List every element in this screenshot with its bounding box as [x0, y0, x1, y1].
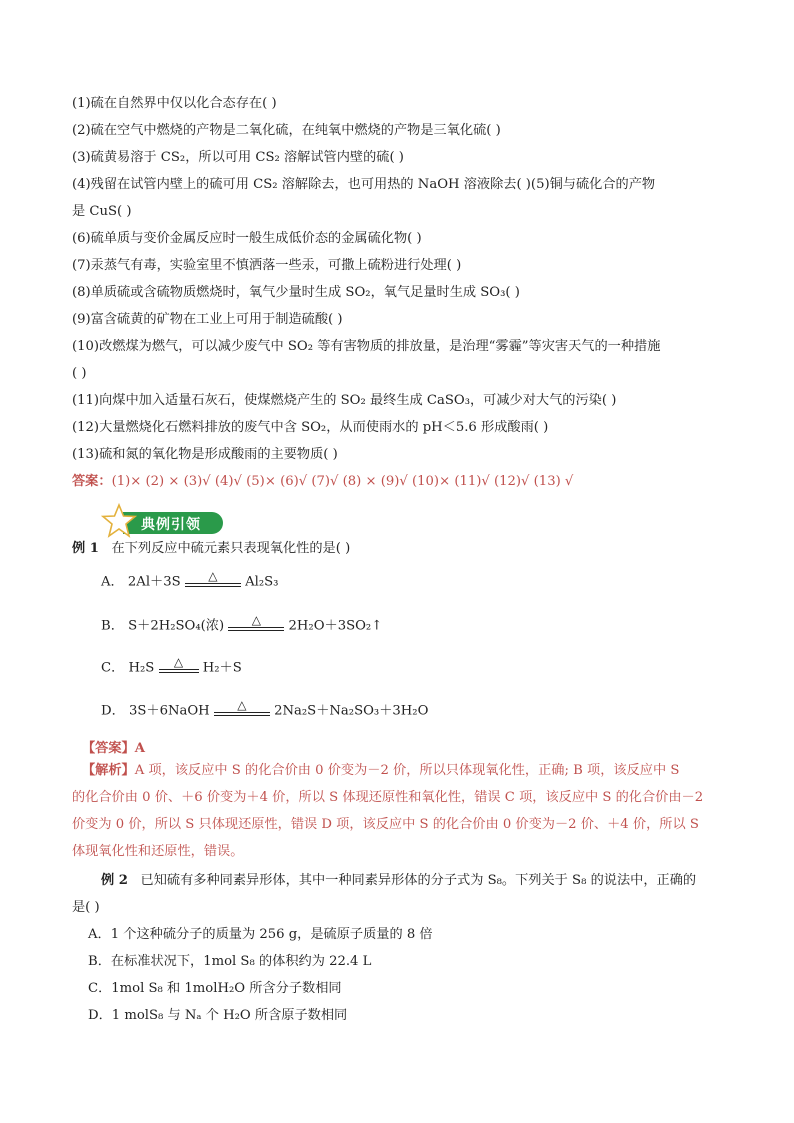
option-b [101, 613, 383, 636]
question-9: (9)富含硫黄的矿物在工业上可用于制造硫酸( ) [72, 312, 343, 327]
option-letter: A． [101, 574, 124, 590]
option-c [101, 655, 242, 678]
question-10: (10)改燃煤为燃气，可以减少废气中 SO₂ 等有害物质的排放量，是治理“雾霾”等灾害天气的一种措施 [72, 339, 661, 354]
reaction-arrow [185, 569, 241, 591]
option-letter: C． [101, 660, 125, 676]
equation-products: 2H₂O＋3SO₂↑ [288, 618, 383, 634]
question-2: (2)硫在空气中燃烧的产物是二氧化硫，在纯氧中燃烧的产物是三氧化硫( ) [72, 123, 501, 138]
example-2-label: 例 2 [101, 873, 128, 888]
question-13: (13)硫和氮的氧化物是形成酸雨的主要物质( ) [72, 447, 338, 462]
equation-reactants: H₂S [128, 660, 155, 676]
heat-condition: △ [251, 613, 261, 627]
equation-reactants: S＋2H₂SO₄(浓) [128, 618, 225, 634]
reaction-arrow [228, 613, 284, 635]
answer-label: 答案： [72, 474, 112, 489]
equation-reactants: 2Al＋3S [127, 574, 181, 590]
answer-label: 【答案】A [82, 741, 145, 756]
question-7: (7)汞蒸气有毒，实验室里不慎洒落一些汞，可撒上硫粉进行处理( ) [72, 258, 462, 273]
example-1-question: 在下列反应中硫元素只表现氧化性的是( ) [111, 541, 351, 556]
example-1-stem [72, 540, 350, 558]
reaction-arrow [159, 655, 199, 677]
section-banner [101, 503, 231, 539]
question-4: (4)残留在试管内壁上的硫可用 CS₂ 溶解除去，也可用热的 NaOH 溶液除去( )(5)铜与硫化合的产物 [72, 177, 656, 192]
example-2-option-b: B．在标准状况下，1mol S₈ 的体积约为 22.4 L [88, 954, 372, 969]
example-1-label: 例 1 [72, 541, 99, 556]
example-2-stem-cont: 是( ) [72, 900, 100, 915]
equation-products: Al₂S₃ [245, 574, 279, 590]
analysis-line-4: 体现氧化性和还原性，错误。 [72, 844, 244, 859]
option-letter: B． [101, 618, 124, 634]
example-2-stem [101, 872, 696, 890]
example-2-option-d: D．1 molS₈ 与 Nₐ 个 H₂O 所含原子数相同 [88, 1008, 348, 1023]
question-6: (6)硫单质与变价金属反应时一般生成低价态的金属硫化物( ) [72, 231, 422, 246]
example-1-answer [82, 740, 145, 758]
question-4-cont: 是 CuS( ) [72, 204, 132, 219]
heat-condition: △ [208, 569, 218, 583]
question-3: (3)硫黄易溶于 CS₂，所以可用 CS₂ 溶解试管内壁的硫( ) [72, 150, 404, 165]
question-12: (12)大量燃烧化石燃料排放的废气中含 SO₂，从而使雨水的 pH＜5.6 形成酸雨( ) [72, 420, 549, 435]
question-10-cont: ( ) [72, 366, 87, 381]
equation-products: 2Na₂S＋Na₂SO₃＋3H₂O [274, 703, 429, 719]
banner-title: 典例引领 [141, 517, 201, 533]
analysis-label: 【解析】 [82, 763, 135, 778]
option-a [101, 569, 279, 592]
answer-line [72, 473, 573, 491]
question-11: (11)向煤中加入适量石灰石，使煤燃烧产生的 SO₂ 最终生成 CaSO₃，可减少对大气的污染( ) [72, 393, 617, 408]
example-2-option-a: A．1 个这种硫分子的质量为 256 g，是硫原子质量的 8 倍 [88, 927, 433, 942]
question-1: (1)硫在自然界中仅以化合态存在( ) [72, 96, 277, 111]
heat-condition: △ [237, 698, 247, 712]
example-2-option-c: C．1mol S₈ 和 1molH₂O 所含分子数相同 [88, 981, 342, 996]
star-icon [101, 503, 137, 539]
example-2-question: 已知硫有多种同素异形体，其中一种同素异形体的分子式为 S₈。下列关于 S₈ 的说法中，正确的 [140, 873, 697, 888]
option-letter: D． [101, 703, 125, 719]
reaction-arrow [214, 698, 270, 720]
banner-ribbon [123, 512, 223, 534]
analysis-line-3: 价变为 0 价，所以 S 只体现还原性，错误 D 项，该反应中 S 的化合价由 0 价变为－2 价、＋4 价，所以 S [72, 817, 699, 832]
analysis-line-1 [82, 762, 679, 780]
question-8: (8)单质硫或含硫物质燃烧时，氧气少量时生成 SO₂，氧气足量时生成 SO₃( ) [72, 285, 520, 300]
equation-products: H₂＋S [202, 660, 242, 676]
analysis-text: A 项，该反应中 S 的化合价由 0 价变为－2 价，所以只体现氧化性，正确; B 项，该反应中 S [134, 763, 680, 778]
analysis-line-2: 的化合价由 0 价、＋6 价变为＋4 价，所以 S 体现还原性和氧化性，错误 C 项，该反应中 S 的化合价由－2 [72, 790, 704, 805]
heat-condition: △ [173, 655, 184, 669]
equation-reactants: 3S＋6NaOH [128, 703, 210, 719]
answer-text: (1)× (2) × (3)√ (4)√ (5)× (6)√ (7)√ (8) × (9)√ (10)× (11)√ (12)√ (13) √ [111, 474, 574, 489]
option-d [101, 698, 429, 721]
